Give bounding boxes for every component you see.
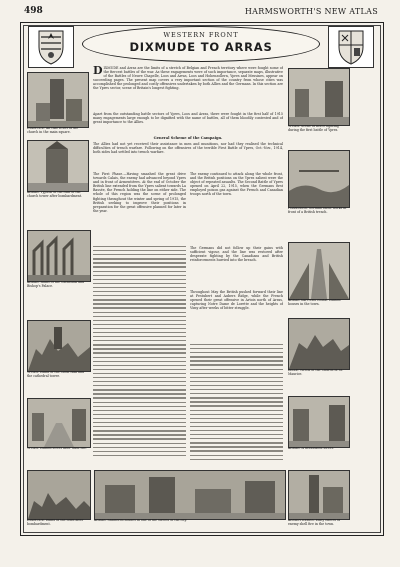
photo-flanders-earthworks [288, 150, 350, 208]
column-text-2: The enemy continued to attack along the whole front, and the British positions on the Ypres salient were the object of repeated assaults. The Second Battle of Ypres opened on April 22, 1915, when the Germans first employed poison gas against the French and Canadian troops north of the town. [190, 172, 283, 197]
intro-text: IXMUDE and Arras are the limits of a stretch of Belgian and French territory where were fought some of the fiercest battles of the war. As these engagements were of such importance, separate maps, illustrative of the Battles of Neuve Chapelle, Loos and Arras, Loos and Hohenzollern, Ypres and Messines, appear on succeeding pages. The present map covers a very important section of the country from whose cities was accomplished the prolonged and costly offensives undertaken by both Allies and the Germans. In this section are the Ypres sector, scene of Britain's longest fighting. [93, 66, 283, 91]
caption-arras-square: ARRAS SAPPERS ROAD. Ruined houses in the town. [288, 299, 341, 306]
coat-of-arms-right [328, 26, 374, 68]
caption-ypres-ruins: YPRES. Ruins of the Cloth Hall and the cathedral tower. [27, 371, 85, 378]
caption-ypres-top: YPRES. Scene of fierce fighting during the first battle of Ypres. [288, 125, 339, 132]
article-intro [93, 66, 283, 110]
photo-armentieres [288, 470, 350, 520]
caption-arras-tower: ARRAS. Typical of the ruin of the church tower after bombardment. [27, 191, 83, 198]
photo-arras-cathedral [27, 230, 91, 282]
caption-arras-houses: ARRAS. Shattered houses in one of the streets of the city. [94, 519, 188, 522]
caption-armentieres: ARMENTIÈRES. Early effects of enemy shell fire in the town. [288, 519, 341, 526]
title-banner [82, 26, 320, 62]
banner-kicker: WESTERN FRONT [163, 31, 239, 39]
photo-ypres-top [288, 68, 350, 126]
photo-arras-street [288, 396, 350, 448]
caption-dixmude-church: DIXMUDE. All that is left of the church in the main square. [27, 127, 79, 134]
column-text-3: The Germans did not follow up their gains with sufficient vigour, and the line was restored after desperate fighting by the Canadians and British reinforcements hurried into the breach. [190, 246, 283, 263]
section-heading: General Scheme of the Campaign. [153, 136, 223, 140]
page-title: DIXMUDE TO ARRAS [129, 40, 273, 54]
column-filler-right [190, 344, 283, 464]
running-head: HARMSWORTH'S NEW ATLAS [244, 7, 378, 16]
caption-arras-cathedral: ARRAS. Ruins of the Cathedral and Bishop's Palace. [27, 281, 85, 288]
photo-arras-tower [27, 140, 89, 192]
caption-ypres-street: YPRES. Ruined street after shell fire. [27, 447, 88, 450]
photo-lille-church [288, 318, 350, 370]
photo-arras-houses [94, 470, 286, 520]
article-paragraph-3: The Allies had not yet received their assistance in men and munitions, nor had they realised the technical difficulties of trench warfare. Following on the offensives of the terrible First Battle of Ypres, Oct.-Nov., 1914, both sides had settled into trench warfare. [93, 142, 283, 155]
column-text-4: Throughout May the British pushed forward their line at Festubert and Aubers Ridge, while the French opened their great offensive in Artois north of Arras, capturing Notre Dame de Lorette and the heights of Vimy after weeks of bitter struggle. [190, 290, 283, 311]
photo-dixmude-ruins [27, 470, 91, 520]
photo-ypres-ruins [27, 320, 91, 372]
caption-flanders: FLANDERS. German earth-works in front of a British trench. [288, 207, 347, 214]
caption-lille: LILLE. Wreck of the Church of St. Maurice. [288, 369, 344, 376]
column-text-1: The First Phase.—Having smashed the great drive towards Calais, the enemy had advanced beyond Ypres and in front of Armentières. At the end of October the British line extended from the Ypres salient towards La Bassée, the French holding the line on either side. The whole of this region was the scene of prolonged fighting throughout the winter and spring of 1915, the British seeking to improve their positions in preparation for the great offensive planned for later in the year. [93, 172, 186, 213]
caption-dixmude-ruins: DIXMUDE. Ruins of the town after bombardment. [27, 519, 84, 526]
intro-dropcap: D [93, 66, 103, 77]
photo-ypres-street [27, 398, 91, 448]
photo-dixmude-church [27, 72, 89, 128]
article-paragraph-2: Apart from the outstanding battle sectors of Ypres, Loos and Arras, there were fought in the first half of 1915 many engagements large enough to be dignified with the name of battles, all of them bloodily contested and of great importance to the Allies. [93, 112, 283, 125]
caption-arras-street: ARRAS. A devastated street. [288, 447, 334, 450]
coat-of-arms-left [28, 26, 74, 68]
page-number: 498 [24, 6, 43, 16]
photo-arras-square [288, 242, 350, 300]
column-filler-left [93, 246, 186, 464]
